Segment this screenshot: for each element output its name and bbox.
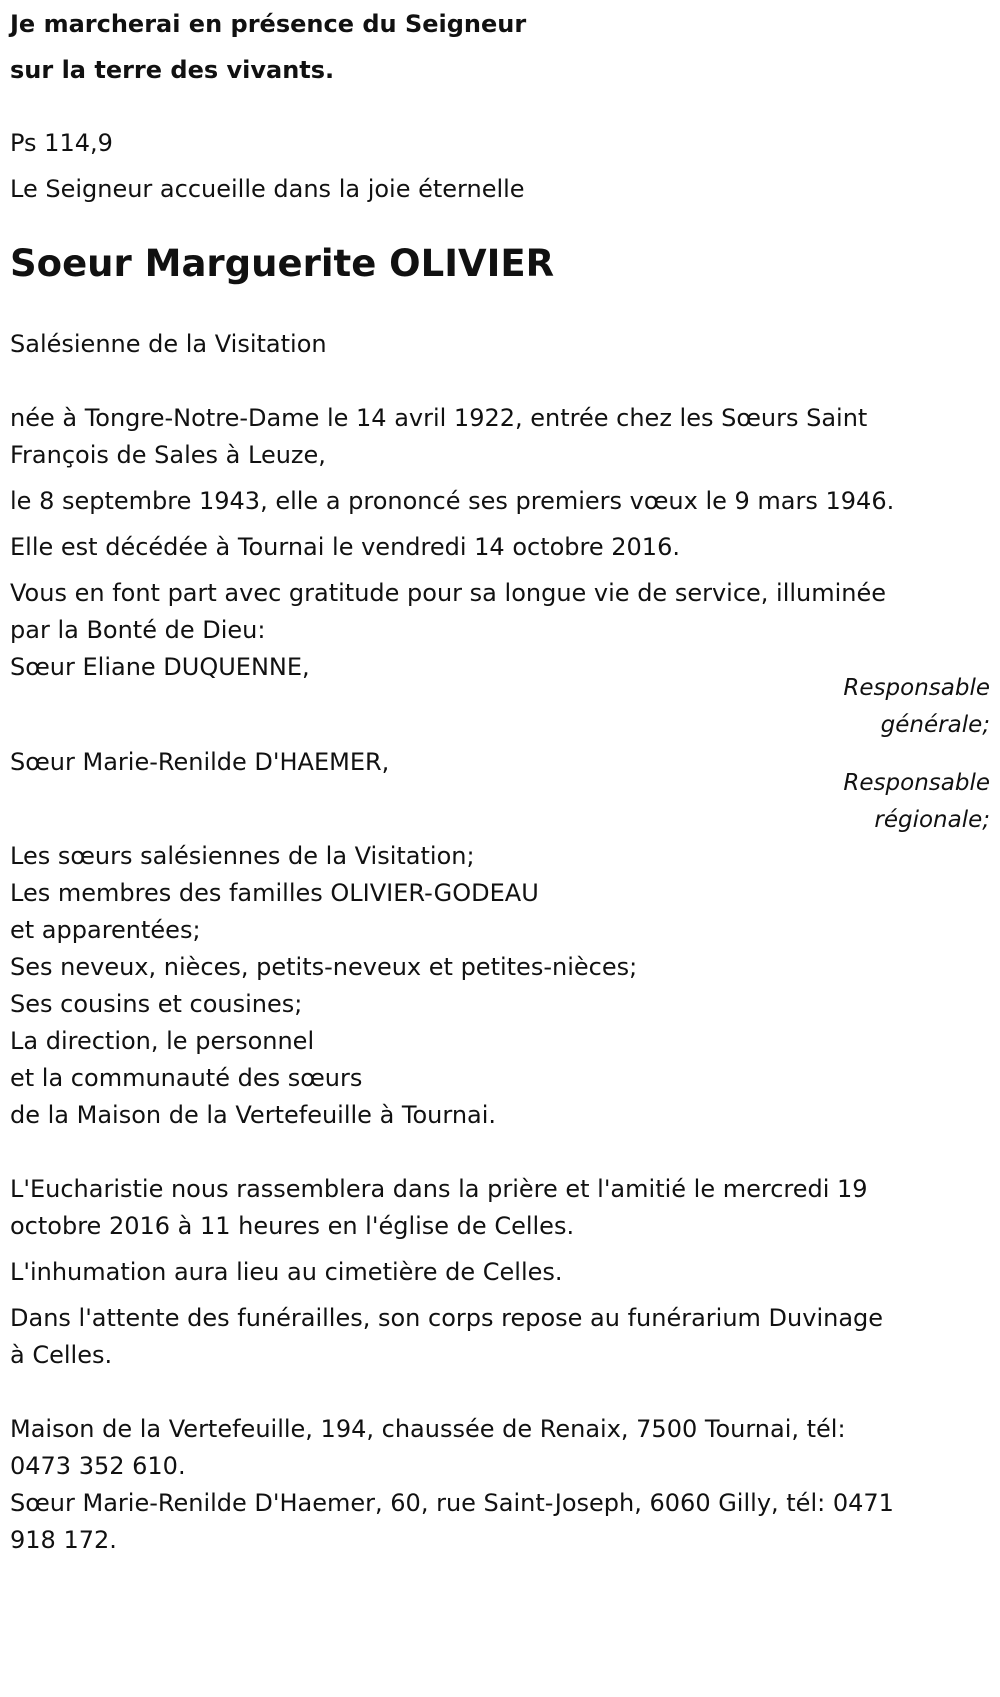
family-line: de la Maison de la Vertefeuille à Tournai. (10, 1101, 497, 1129)
contact-line-1: Maison de la Vertefeuille, 194, chaussée de Renaix, 7500 Tournai, tél: (10, 1415, 846, 1443)
family-line: Les membres des familles OLIVIER-GODEAU (10, 879, 539, 907)
congregation: Salésienne de la Visitation (10, 330, 327, 358)
epigraph-line-2: sur la terre des vivants. (10, 56, 335, 84)
contact-line-4: 918 172. (10, 1526, 117, 1554)
deceased-name: Soeur Marguerite OLIVIER (10, 242, 555, 285)
signatory-role: régionale; (874, 807, 990, 833)
signatory-role: Responsable (843, 770, 990, 796)
family-line: Ses neveux, nièces, petits-neveux et petites-nièces; (10, 953, 638, 981)
epigraph-line-1: Je marcherai en présence du Seigneur (10, 10, 527, 38)
biography-line-2: François de Sales à Leuze, (10, 441, 326, 469)
contact-line-2: 0473 352 610. (10, 1452, 186, 1480)
biography-line-1: née à Tongre-Notre-Dame le 14 avril 1922, entrée chez les Sœurs Saint (10, 404, 868, 432)
family-line: et apparentées; (10, 916, 201, 944)
ceremony-line-4: Dans l'attente des funérailles, son corps repose au funérarium Duvinage (10, 1304, 884, 1332)
signatory-name: Sœur Eliane DUQUENNE, (10, 653, 310, 681)
ceremony-line-3: L'inhumation aura lieu au cimetière de Celles. (10, 1258, 563, 1286)
intro-text: Le Seigneur accueille dans la joie éternelle (10, 175, 525, 203)
signatory-role: Responsable (843, 675, 990, 701)
ceremony-line-1: L'Eucharistie nous rassemblera dans la prière et l'amitié le mercredi 19 (10, 1175, 868, 1203)
ceremony-line-2: octobre 2016 à 11 heures en l'église de Celles. (10, 1212, 575, 1240)
biography-line-6: par la Bonté de Dieu: (10, 616, 266, 644)
contact-line-3: Sœur Marie-Renilde D'Haemer, 60, rue Saint-Joseph, 6060 Gilly, tél: 0471 (10, 1489, 894, 1517)
family-line: La direction, le personnel (10, 1027, 315, 1055)
family-line: Ses cousins et cousines; (10, 990, 303, 1018)
ceremony-line-5: à Celles. (10, 1341, 113, 1369)
biography-line-5: Vous en font part avec gratitude pour sa longue vie de service, illuminée (10, 579, 887, 607)
scripture-reference: Ps 114,9 (10, 129, 113, 157)
family-line: Les sœurs salésiennes de la Visitation; (10, 842, 475, 870)
biography-line-4: Elle est décédée à Tournai le vendredi 14 octobre 2016. (10, 533, 680, 561)
signatory-role: générale; (880, 712, 990, 738)
family-line: et la communauté des sœurs (10, 1064, 363, 1092)
biography-line-3: le 8 septembre 1943, elle a prononcé ses premiers vœux le 9 mars 1946. (10, 487, 895, 515)
signatory-name: Sœur Marie-Renilde D'HAEMER, (10, 748, 390, 776)
